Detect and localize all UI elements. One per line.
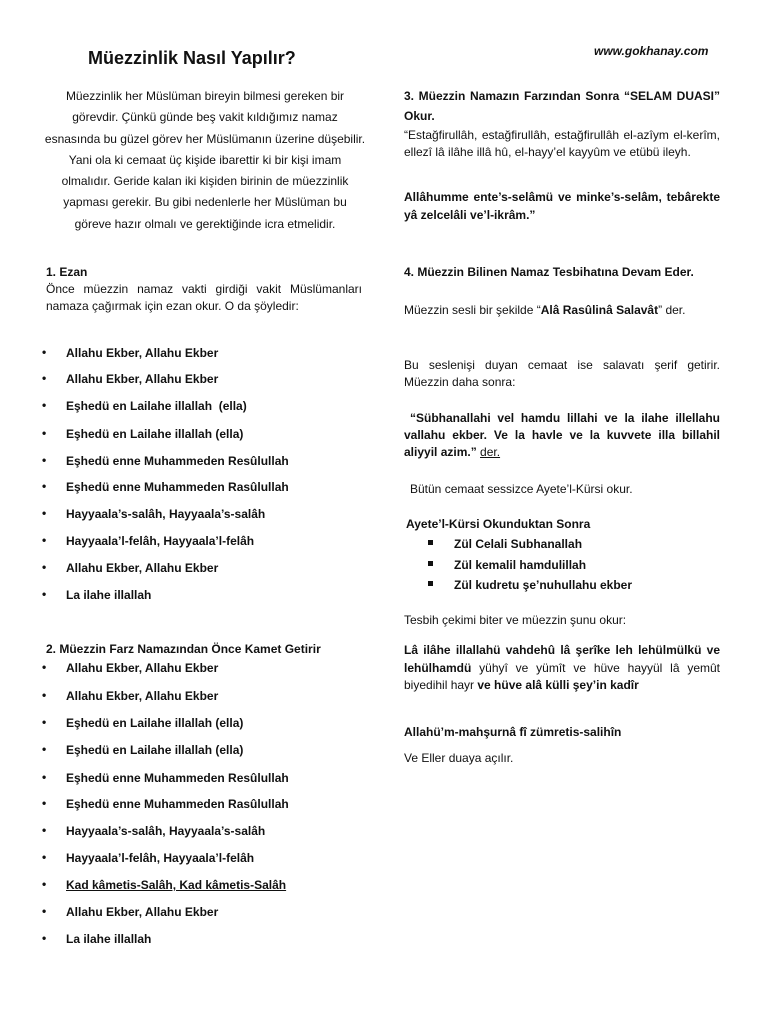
kursi-heading: Ayete’l-Kürsi Okunduktan Sonra bbox=[406, 517, 591, 531]
bullet-icon: • bbox=[42, 426, 47, 440]
tesbih-paragraph-1: Müezzin sesli bir şekilde “Alâ Rasûlinâ Salavât” der. bbox=[404, 303, 686, 317]
bullet-icon: • bbox=[42, 398, 47, 412]
selam-text-2: Allâhumme ente’s-selâmü ve minke’s-selâm, tebârekte yâ zelcelâli ve’l-ikrâm.” bbox=[404, 190, 720, 222]
kamet-heading: 2. Müezzin Farz Namazından Önce Kamet Getirir bbox=[46, 642, 321, 656]
tesbih-heading: 4. Müezzin Bilinen Namaz Tesbihatına Devam Eder. bbox=[404, 265, 694, 279]
bullet-icon: • bbox=[42, 931, 47, 945]
bullet-icon: • bbox=[42, 453, 47, 467]
bullet-icon: • bbox=[42, 506, 47, 520]
tesbih-paragraph-4: Bütün cemaat sessizce Ayete’l-Kürsi okur. bbox=[410, 482, 633, 496]
tesbih-paragraph-2: Bu seslenişi duyan cemaat ise salavatı şerif getirir. Müezzin daha sonra: bbox=[404, 358, 720, 389]
tesbih-paragraph-5: Tesbih çekimi biter ve müezzin şunu okur: bbox=[404, 613, 627, 627]
bullet-icon: • bbox=[42, 533, 47, 547]
tesbih-paragraph-6: Lâ ilâhe illallahü vahdehû lâ şerîke leh lehülmülkü ve lehülhamdü yühyî ve yümît ve hüve hayyül lâ yemût biyedihil hayr ve hüve alâ külli şey’in kadîr bbox=[404, 643, 720, 692]
square-bullet-icon bbox=[428, 581, 433, 586]
bullet-icon: • bbox=[42, 479, 47, 493]
bullet-icon: • bbox=[42, 904, 47, 918]
bullet-icon: • bbox=[42, 877, 47, 891]
tesbih-paragraph-7: Allahü’m-mahşurnâ fî zümretis-salihîn bbox=[404, 725, 622, 739]
site-url: www.gokhanay.com bbox=[594, 44, 709, 58]
page-title: Müezzinlik Nasıl Yapılır? bbox=[88, 48, 296, 68]
tesbih-paragraph-8: Ve Eller duaya açılır. bbox=[404, 751, 514, 765]
bullet-icon: • bbox=[42, 770, 47, 784]
ezan-intro-text: Önce müezzin namaz vakti girdiği vakit Müslümanları namaza çağırmak için ezan okur. O da şöyledir: bbox=[46, 282, 362, 313]
bullet-icon: • bbox=[42, 560, 47, 574]
tesbih-paragraph-3: “Sübhanallahi vel hamdu lillahi ve la ilahe illellahu vallahu ekber. Ve la havle ve la kuvvete illa billahil aliyyil azim.” der. bbox=[404, 411, 720, 459]
square-bullet-icon bbox=[428, 540, 433, 545]
bullet-icon: • bbox=[42, 345, 47, 359]
bullet-icon: • bbox=[42, 660, 47, 674]
bullet-icon: • bbox=[42, 796, 47, 810]
bullet-icon: • bbox=[42, 371, 47, 385]
bullet-icon: • bbox=[42, 742, 47, 756]
bullet-icon: • bbox=[42, 688, 47, 702]
bullet-icon: • bbox=[42, 715, 47, 729]
selam-heading: 3. Müezzin Namazın Farzından Sonra “SELAM DUASI” Okur. bbox=[404, 89, 720, 123]
bullet-icon: • bbox=[42, 587, 47, 601]
selam-text-1: “Estağfirullâh, estağfirullâh, estağfirullâh el-azîym el-kerîm, ellezî lâ ilâhe illâ hû, el-hayy’el kayyûm ve etübü ileyh. bbox=[404, 128, 720, 159]
intro-paragraph: Müezzinlik her Müslüman bireyin bilmesi gereken bir görevdir. Çünkü günde beş vakit kıldığımız namaz esnasında bu güzel görev her Müslümanın üzerine düşebilir. Yani ola ki cemaat üç kişide ibarettir ki bir kişi imam olmalıdır. Geride kalan iki kişiden birinin de müezzinlik yapması gerekir. Bu gibi nedenlerle her Müslüman bu göreve hazır olmalı ve gerektiğinde icra etmelidir. bbox=[44, 89, 366, 231]
bullet-icon: • bbox=[42, 823, 47, 837]
square-bullet-icon bbox=[428, 561, 433, 566]
bullet-icon: • bbox=[42, 850, 47, 864]
ezan-heading: 1. Ezan bbox=[46, 265, 88, 279]
